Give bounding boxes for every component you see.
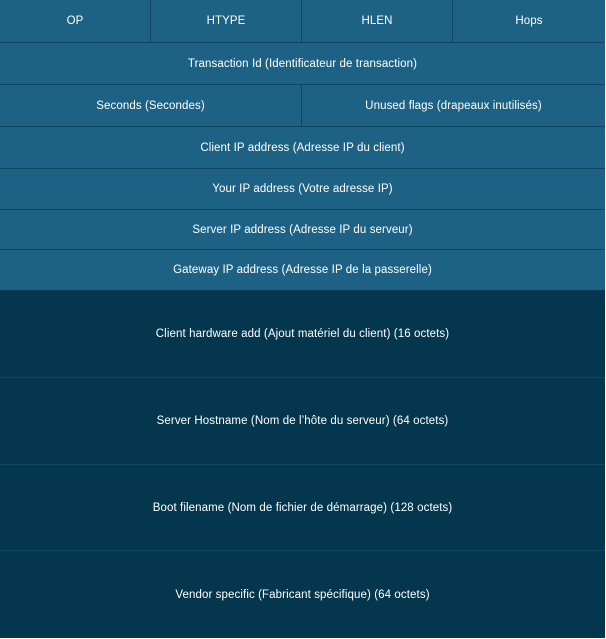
field-htype-label: HTYPE [206, 15, 246, 27]
field-boot-filename-label: Boot filename (Nom de fichier de démarrage) (128 octets) [152, 501, 453, 514]
client-hardware-row [0, 291, 605, 377]
field-op-label: OP [66, 15, 84, 27]
field-seconds-label: Seconds (Secondes) [96, 99, 205, 112]
field-server-hostname [0, 378, 605, 464]
row-divider [0, 249, 605, 250]
seconds-flags-row [0, 85, 605, 126]
field-your-ip [0, 169, 605, 209]
gateway-ip-row [0, 250, 605, 290]
field-op [0, 0, 151, 42]
field-transaction-id-label: Transaction Id (Identificateur de transaction) [187, 57, 418, 70]
server-ip-row [0, 210, 605, 249]
field-unused-flags-label: Unused flags (drapeaux inutilisés) [365, 99, 542, 112]
field-hlen-label: HLEN [361, 15, 393, 27]
field-client-hardware [0, 291, 605, 377]
row-divider [0, 42, 605, 43]
field-your-ip-label: Your IP address (Votre adresse IP) [212, 183, 393, 195]
vendor-specific-row [0, 551, 605, 638]
boot-filename-row [0, 465, 605, 550]
field-hops-label: Hops [515, 15, 543, 27]
field-unused-flags [302, 85, 605, 126]
field-gateway-ip [0, 250, 605, 290]
field-hlen [302, 0, 453, 42]
field-transaction-id [0, 43, 605, 84]
field-hops [453, 0, 605, 42]
field-gateway-ip-label: Gateway IP address (Adresse IP de la passerelle) [173, 264, 432, 276]
transaction-id-row [0, 43, 605, 84]
server-hostname-row [0, 378, 605, 464]
field-seconds [0, 85, 302, 126]
row-divider [0, 550, 605, 551]
field-client-ip-label: Client IP address (Adresse IP du client) [200, 141, 405, 154]
client-ip-row [0, 127, 605, 168]
field-htype [151, 0, 302, 42]
field-client-hardware-label: Client hardware add (Ajout matériel du client) (16 octets) [155, 328, 450, 340]
row-divider [0, 290, 605, 291]
row-divider [0, 209, 605, 210]
field-server-hostname-label: Server Hostname (Nom de l’hôte du serveur) (64 octets) [156, 415, 449, 427]
row-divider [0, 377, 605, 378]
row-divider [0, 464, 605, 465]
field-server-ip-label: Server IP address (Adresse IP du serveur) [192, 223, 413, 236]
field-server-ip [0, 210, 605, 249]
field-vendor-specific-label: Vendor specific (Fabricant spécifique) (64 octets) [175, 588, 430, 601]
field-vendor-specific [0, 551, 605, 638]
field-client-ip [0, 127, 605, 168]
header-row [0, 0, 605, 42]
row-divider [0, 168, 605, 169]
row-divider [0, 84, 605, 85]
your-ip-row [0, 169, 605, 209]
row-divider [0, 126, 605, 127]
field-boot-filename [0, 465, 605, 550]
